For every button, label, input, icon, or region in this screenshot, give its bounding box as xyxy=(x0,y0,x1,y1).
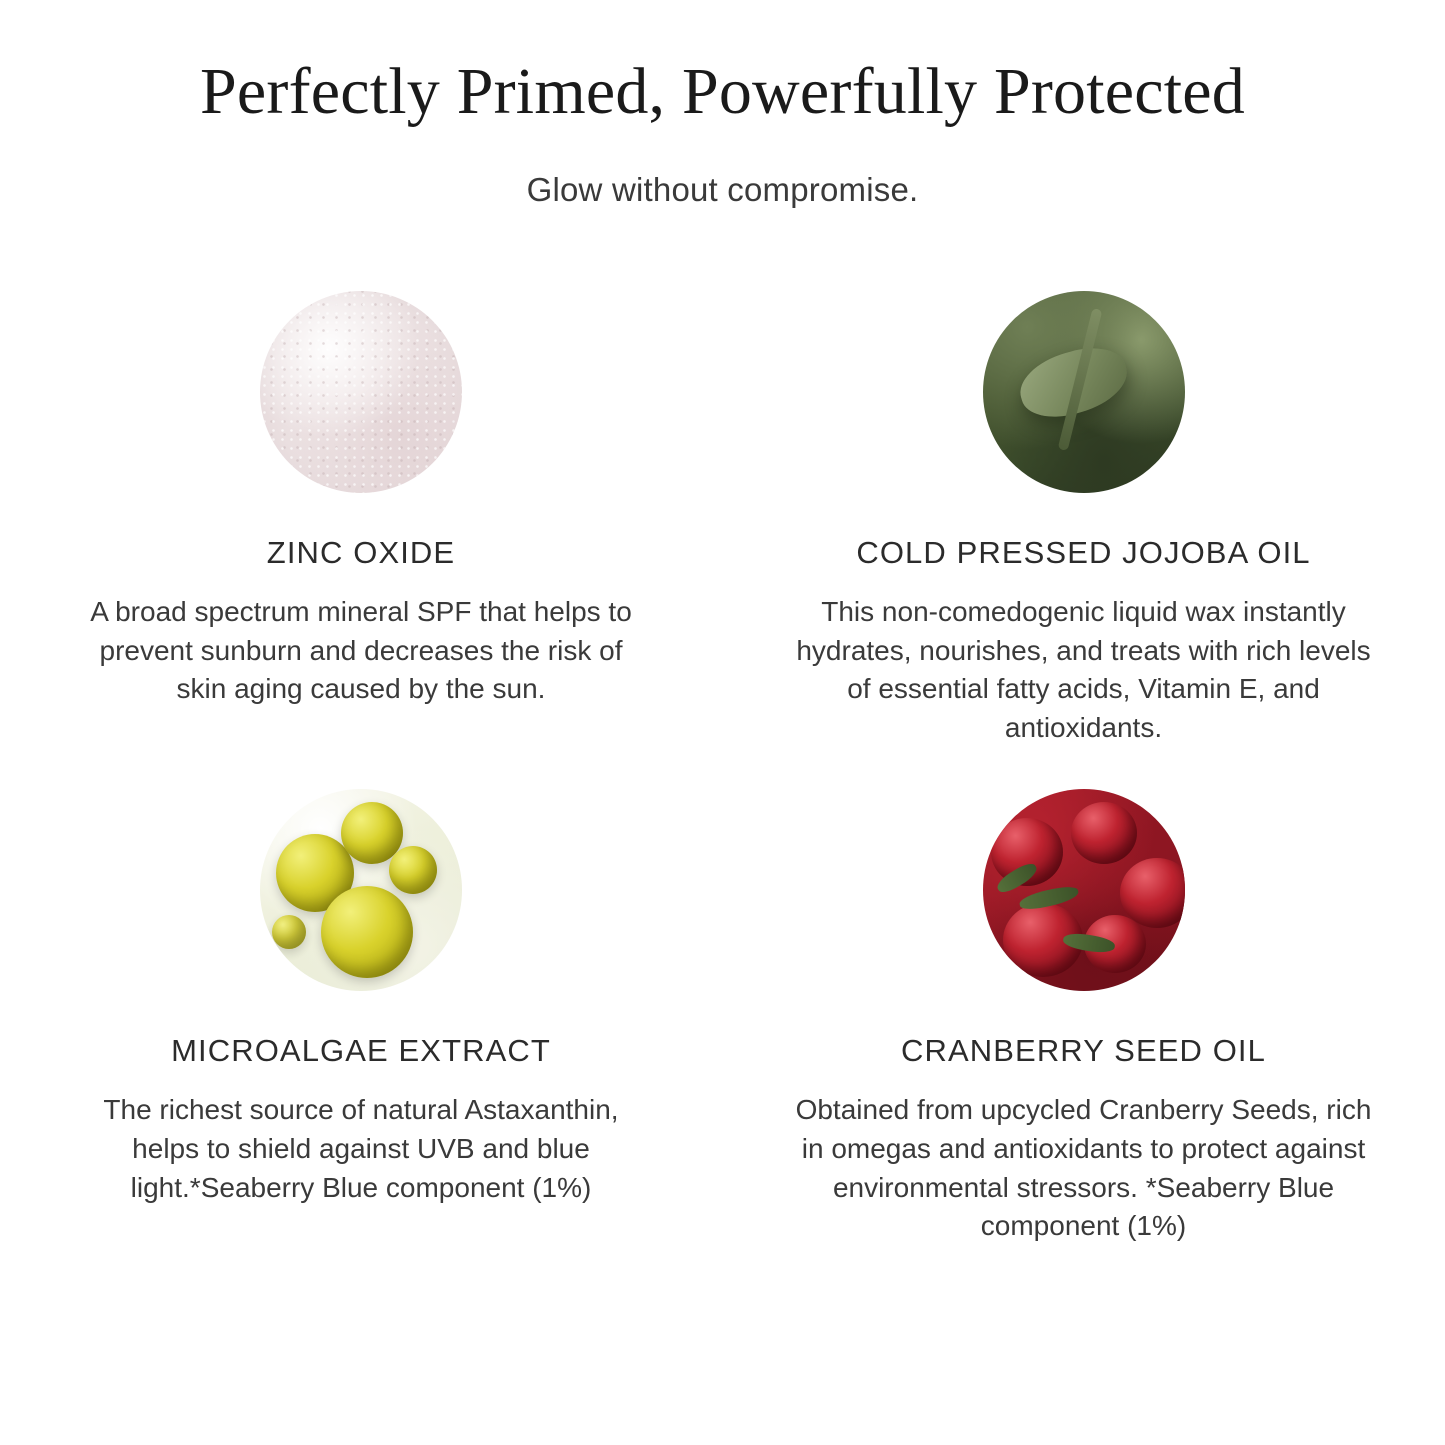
page-subtitle: Glow without compromise. xyxy=(526,170,919,208)
ingredient-name: COLD PRESSED JOJOBA OIL xyxy=(856,534,1311,570)
ingredient-card-cranberry-seed-oil xyxy=(722,789,1445,1246)
jojoba-plant-swatch-icon xyxy=(983,291,1185,493)
ingredient-card-cold-pressed-jojoba-oil xyxy=(722,291,1445,748)
ingredient-name: ZINC OXIDE xyxy=(266,534,456,570)
ingredient-name: CRANBERRY SEED OIL xyxy=(901,1033,1266,1069)
zinc-oxide-powder-swatch-icon xyxy=(260,291,462,493)
ingredient-card-microalgae-extract xyxy=(0,789,722,1246)
microalgae-beads-swatch-icon xyxy=(260,789,462,991)
ingredient-description: A broad spectrum mineral SPF that helps to prevent sunburn and decreases the risk of skin aging caused by the sun. xyxy=(90,595,632,705)
ingredient-grid xyxy=(0,209,1445,1246)
ingredient-name: MICROALGAE EXTRACT xyxy=(171,1033,551,1069)
ingredient-description: This non-comedogenic liquid wax instantly hydrates, nourishes, and treats with rich levels of essential fatty acids, Vitamin E, and antioxidants. xyxy=(796,595,1371,743)
cranberry-berries-swatch-icon xyxy=(983,789,1185,991)
ingredient-card-zinc-oxide xyxy=(0,291,722,748)
page-title: Perfectly Primed, Powerfully Protected xyxy=(199,55,1245,128)
ingredient-description: Obtained from upcycled Cranberry Seeds, rich in omegas and antioxidants to protect against environmental stressors. *Seaberry Blue component (1%) xyxy=(795,1094,1372,1242)
ingredient-description: The richest source of natural Astaxanthin, helps to shield against UVB and blue light.*Seaberry Blue component (1%) xyxy=(103,1094,619,1203)
